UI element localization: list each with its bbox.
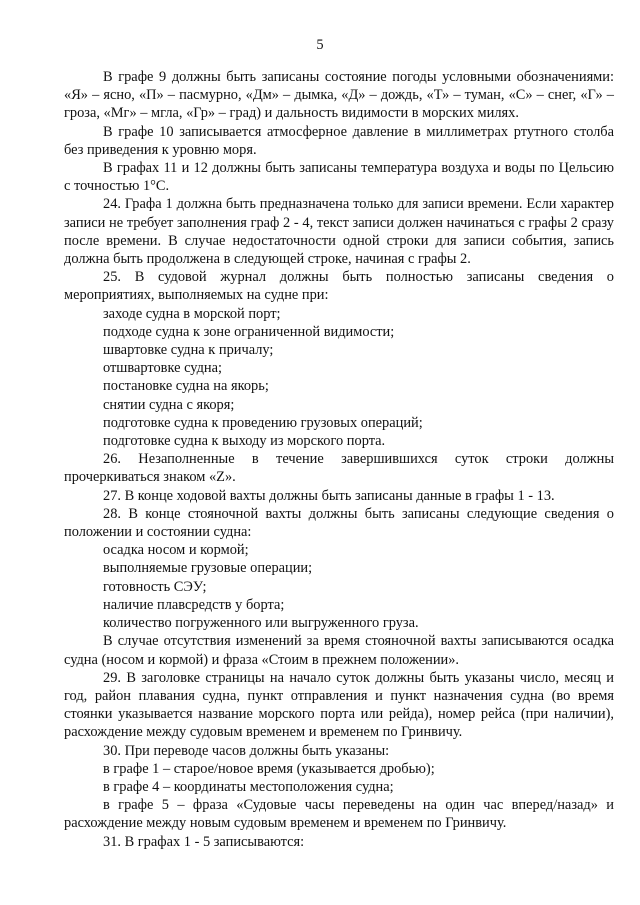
list-item: в графе 1 – старое/новое время (указывается дробью); xyxy=(103,760,435,777)
list-item: швартовке судна к причалу; xyxy=(103,342,274,359)
paragraph: 30. При переводе часов должны быть указаны: xyxy=(103,742,390,759)
list-item: подготовке судна к выходу из морского порта. xyxy=(103,433,386,450)
list-item: подходе судна к зоне ограниченной видимости; xyxy=(103,323,395,340)
paragraph: 28. В конце стояночной вахты должны быть записаны следующие сведения о положении и состоянии судна: xyxy=(64,505,614,541)
paragraph: в графе 5 – фраза «Судовые часы переведены на один час вперед/назад» и расхождение между новым судовым временем и временем по Гринвичу. xyxy=(64,797,614,832)
paragraph: В графе 10 записывается атмосферное давление в миллиметрах ртутного столба без приведения к уровню моря. xyxy=(64,123,614,158)
list-item: наличие плавсредств у борта; xyxy=(103,596,285,613)
paragraph: 27. В конце ходовой вахты должны быть записаны данные в графы 1 - 13. xyxy=(103,487,555,504)
list-item: осадка носом и кормой; xyxy=(103,542,249,559)
list-item: снятии судна с якоря; xyxy=(103,396,235,413)
list-item: заходе судна в морской порт; xyxy=(103,305,281,322)
list-item: в графе 4 – координаты местоположения судна; xyxy=(103,778,394,795)
document-body xyxy=(64,68,614,851)
list-item: подготовке судна к проведению грузовых операций; xyxy=(103,414,423,431)
list-item: отшвартовке судна; xyxy=(103,360,222,377)
paragraph: 26. Незаполненные в течение завершившихся суток строки должны прочеркиваться знаком «Z». xyxy=(64,451,614,486)
paragraph: В случае отсутствия изменений за время стояночной вахты записываются осадка судна (носом и кормой) и фраза «Стоим в прежнем положении». xyxy=(64,633,614,668)
page-number: 5 xyxy=(316,37,324,53)
list-item: постановке судна на якорь; xyxy=(103,378,269,395)
list-item: готовность СЭУ; xyxy=(103,578,207,595)
list-item: количество погруженного или выгруженного груза. xyxy=(103,615,419,632)
paragraph: 25. В судовой журнал должны быть полностью записаны сведения о мероприятиях, выполняемых на судне при: xyxy=(64,269,614,304)
paragraph: В графах 11 и 12 должны быть записаны температура воздуха и воды по Цельсию с точностью 1°С. xyxy=(64,160,614,195)
paragraph: 24. Графа 1 должна быть предназначена только для записи времени. Если характер записи не требует заполнения граф 2 - 4, текст записи должен начинаться с графы 2 сразу после времени. В случае недостаточности одной строки для записи события, запись должна быть продолжена в следующей строке, начиная с графы 2. xyxy=(64,196,614,268)
paragraph: 29. В заголовке страницы на начало суток должны быть указаны число, месяц и год, район плавания судна, пункт отправления и пункт назначения судна (во время стоянки указывается название морского порта или рейда), номер рейса (при наличии), расхождение между судовым временем и временем по Гринвичу. xyxy=(64,669,614,741)
paragraph: В графе 9 должны быть записаны состояние погоды условными обозначениями: «Я» – ясно, «П» – пасмурно, «Дм» – дымка, «Д» – дождь, «Т» – туман, «С» – снег, «Г» – гроза, «Мг» – мгла, «Гр» – град) и дальность видимости в морских милях. xyxy=(64,69,614,122)
list-item: выполняемые грузовые операции; xyxy=(103,560,313,577)
paragraph: 31. В графах 1 - 5 записываются: xyxy=(103,833,305,850)
